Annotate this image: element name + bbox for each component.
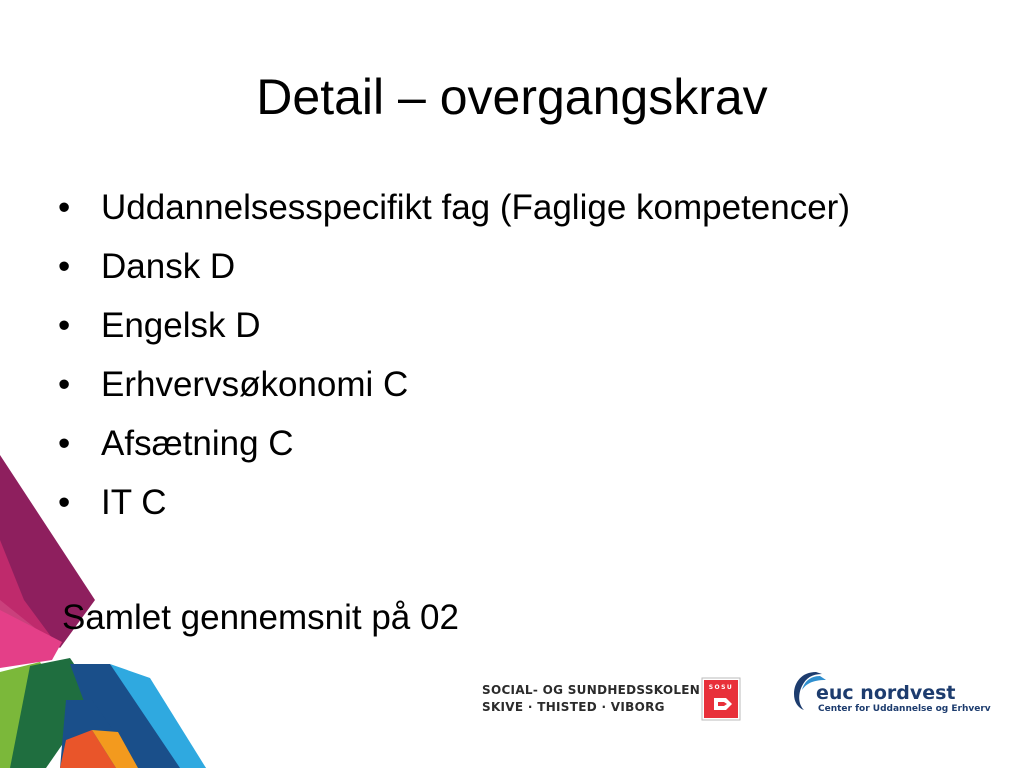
euc-nordvest-logo <box>790 666 991 722</box>
list-item <box>58 302 958 350</box>
sosu-logo-line1: SOCIAL- OG SUNDHEDSSKOLEN <box>482 683 701 697</box>
list-item-text: Engelsk D <box>101 306 261 345</box>
sosu-mark-icon <box>700 676 742 722</box>
bullet-marker: • <box>58 424 71 463</box>
list-item-text: IT C <box>101 483 167 522</box>
list-item-text: Erhvervsøkonomi C <box>101 365 409 404</box>
bullet-marker: • <box>58 306 71 345</box>
list-item-text: Dansk D <box>101 247 236 286</box>
list-item <box>58 479 958 527</box>
sosu-logo <box>482 680 744 724</box>
bullet-marker: • <box>58 188 71 227</box>
sosu-logo-text <box>482 682 700 716</box>
bullet-list <box>58 184 958 538</box>
list-item <box>58 361 958 409</box>
slide-title: Detail – overgangskrav <box>256 69 768 125</box>
bullet-marker: • <box>58 483 71 522</box>
list-item <box>58 420 958 468</box>
bullet-marker: • <box>58 365 71 404</box>
list-item-text: Afsætning C <box>101 424 294 463</box>
bullet-marker: • <box>58 247 71 286</box>
list-item <box>58 184 958 232</box>
list-item <box>58 243 958 291</box>
euc-logo-name: euc nordvest <box>816 682 956 704</box>
summary-text: Samlet gennemsnit på 02 <box>62 598 459 637</box>
sosu-logo-line2: SKIVE · THISTED · VIBORG <box>482 700 665 714</box>
list-item-text: Uddannelsesspecifikt fag (Faglige kompetencer) <box>101 188 850 227</box>
svg-text:SOSU: SOSU <box>708 684 734 691</box>
euc-logo-tagline: Center for Uddannelse og Erhverv <box>818 704 991 714</box>
